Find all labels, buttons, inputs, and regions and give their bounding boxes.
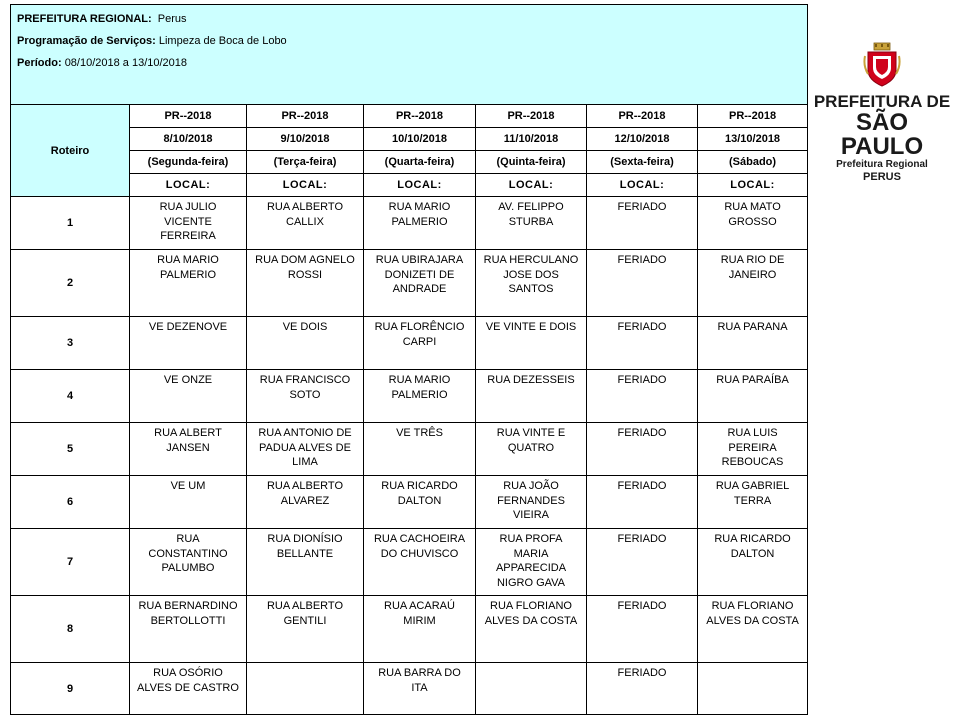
street-cell: RUA FLORÊNCIO CARPI xyxy=(364,317,476,370)
street-cell: FERIADO xyxy=(587,197,698,250)
street-cell: VE DOIS xyxy=(247,317,364,370)
street-cell: RUA ALBERT JANSEN xyxy=(130,423,247,476)
street-cell: FERIADO xyxy=(587,250,698,317)
programacao-value: Limpeza de Boca de Lobo xyxy=(158,35,287,47)
street-cell: FERIADO xyxy=(587,529,698,596)
street-cell: FERIADO xyxy=(587,663,698,715)
roteiro-number: 9 xyxy=(11,663,130,715)
street-cell: FERIADO xyxy=(587,370,698,423)
table-row xyxy=(11,423,808,476)
street-cell: RUA RICARDO DALTON xyxy=(364,476,476,529)
header-programacao xyxy=(17,35,801,47)
column-code: PR--2018 xyxy=(247,105,364,128)
roteiro-number: 3 xyxy=(11,317,130,370)
logo-line2: SÃO PAULO xyxy=(840,109,924,160)
column-weekday: (Sábado) xyxy=(698,151,808,174)
street-cell: RUA PROFA MARIA APPARECIDA NIGRO GAVA xyxy=(476,529,587,596)
street-cell: RUA PARAÍBA xyxy=(698,370,808,423)
street-cell: RUA HERCULANO JOSE DOS SANTOS xyxy=(476,250,587,317)
street-cell: RUA BARRA DO ITA xyxy=(364,663,476,715)
periodo-label: Período: xyxy=(17,57,62,69)
street-cell: RUA PARANA xyxy=(698,317,808,370)
street-cell: RUA FLORIANO ALVES DA COSTA xyxy=(698,596,808,663)
column-date: 8/10/2018 xyxy=(130,128,247,151)
table-row xyxy=(11,596,808,663)
roteiro-number: 7 xyxy=(11,529,130,596)
street-cell: FERIADO xyxy=(587,476,698,529)
street-cell: RUA OSÓRIO ALVES DE CASTRO xyxy=(130,663,247,715)
column-code: PR--2018 xyxy=(476,105,587,128)
street-cell: RUA RIO DE JANEIRO xyxy=(698,250,808,317)
column-local: LOCAL: xyxy=(130,174,247,197)
column-date: 11/10/2018 xyxy=(476,128,587,151)
roteiro-header: Roteiro xyxy=(11,105,130,197)
logo-line1: PREFEITURA DE xyxy=(813,92,951,111)
street-cell: VE UM xyxy=(130,476,247,529)
column-local: LOCAL: xyxy=(364,174,476,197)
street-cell xyxy=(247,663,364,715)
street-cell: RUA FLORIANO ALVES DA COSTA xyxy=(476,596,587,663)
street-cell: FERIADO xyxy=(587,596,698,663)
column-code: PR--2018 xyxy=(587,105,698,128)
street-cell: RUA BERNARDINO BERTOLLOTTI xyxy=(130,596,247,663)
column-date: 10/10/2018 xyxy=(364,128,476,151)
sao-paulo-crest-icon xyxy=(862,42,902,88)
street-cell: RUA CACHOEIRA DO CHUVISCO xyxy=(364,529,476,596)
column-local: LOCAL: xyxy=(476,174,587,197)
column-weekday: (Sexta-feira) xyxy=(587,151,698,174)
column-date: 13/10/2018 xyxy=(698,128,808,151)
table-row xyxy=(11,663,808,715)
table-row xyxy=(11,476,808,529)
column-code: PR--2018 xyxy=(698,105,808,128)
column-code: PR--2018 xyxy=(130,105,247,128)
regional-value: Perus xyxy=(157,13,187,25)
street-cell: RUA ALBERTO GENTILI xyxy=(247,596,364,663)
street-cell: RUA MARIO PALMERIO xyxy=(364,197,476,250)
roteiro-number: 2 xyxy=(11,250,130,317)
column-code: PR--2018 xyxy=(364,105,476,128)
programacao-label: Programação de Serviços: xyxy=(17,35,156,47)
street-cell: RUA ALBERTO CALLIX xyxy=(247,197,364,250)
roteiro-number: 8 xyxy=(11,596,130,663)
street-cell: RUA MARIO PALMERIO xyxy=(130,250,247,317)
regional-label: PREFEITURA REGIONAL: xyxy=(17,13,152,25)
street-cell: RUA UBIRAJARA DONIZETI DE ANDRADE xyxy=(364,250,476,317)
street-cell: RUA ACARAÚ MIRIM xyxy=(364,596,476,663)
header-block xyxy=(11,5,808,105)
schedule-table xyxy=(10,4,808,715)
street-cell: RUA ANTONIO DE PADUA ALVES DE LIMA xyxy=(247,423,364,476)
column-date: 12/10/2018 xyxy=(587,128,698,151)
table-row xyxy=(11,317,808,370)
street-cell: AV. FELIPPO STURBA xyxy=(476,197,587,250)
street-cell: RUA DEZESSEIS xyxy=(476,370,587,423)
roteiro-number: 1 xyxy=(11,197,130,250)
column-local: LOCAL: xyxy=(698,174,808,197)
column-weekday: (Segunda-feira) xyxy=(130,151,247,174)
street-cell: FERIADO xyxy=(587,423,698,476)
header-periodo xyxy=(17,57,801,69)
schedule-sheet xyxy=(10,4,807,715)
street-cell: VE VINTE E DOIS xyxy=(476,317,587,370)
street-cell: FERIADO xyxy=(587,317,698,370)
street-cell: RUA DIONÍSIO BELLANTE xyxy=(247,529,364,596)
table-row xyxy=(11,197,808,250)
table-row xyxy=(11,529,808,596)
street-cell: VE DEZENOVE xyxy=(130,317,247,370)
street-cell: RUA RICARDO DALTON xyxy=(698,529,808,596)
prefeitura-logo xyxy=(812,42,952,183)
street-cell: RUA JOÃO FERNANDES VIEIRA xyxy=(476,476,587,529)
street-cell: RUA JULIO VICENTE FERREIRA xyxy=(130,197,247,250)
column-local: LOCAL: xyxy=(587,174,698,197)
column-weekday: (Terça-feira) xyxy=(247,151,364,174)
column-local: LOCAL: xyxy=(247,174,364,197)
roteiro-number: 5 xyxy=(11,423,130,476)
street-cell: RUA FRANCISCO SOTO xyxy=(247,370,364,423)
street-cell: RUA MARIO PALMERIO xyxy=(364,370,476,423)
column-weekday: (Quarta-feira) xyxy=(364,151,476,174)
street-cell: RUA GABRIEL TERRA xyxy=(698,476,808,529)
street-cell: RUA DOM AGNELO ROSSI xyxy=(247,250,364,317)
street-cell: RUA LUIS PEREIRA REBOUCAS xyxy=(698,423,808,476)
roteiro-number: 6 xyxy=(11,476,130,529)
street-cell xyxy=(698,663,808,715)
street-cell: RUA VINTE E QUATRO xyxy=(476,423,587,476)
column-weekday: (Quinta-feira) xyxy=(476,151,587,174)
header-regional xyxy=(17,13,801,25)
table-row xyxy=(11,370,808,423)
periodo-value: 08/10/2018 a 13/10/2018 xyxy=(64,57,188,69)
street-cell: RUA MATO GROSSO xyxy=(698,197,808,250)
logo-line4: PERUS xyxy=(863,171,901,183)
street-cell: VE ONZE xyxy=(130,370,247,423)
street-cell xyxy=(476,663,587,715)
column-date: 9/10/2018 xyxy=(247,128,364,151)
table-row xyxy=(11,250,808,317)
roteiro-number: 4 xyxy=(11,370,130,423)
logo-line3: Prefeitura Regional xyxy=(836,159,928,170)
street-cell: RUA ALBERTO ALVAREZ xyxy=(247,476,364,529)
street-cell: RUA CONSTANTINO PALUMBO xyxy=(130,529,247,596)
street-cell: VE TRÊS xyxy=(364,423,476,476)
